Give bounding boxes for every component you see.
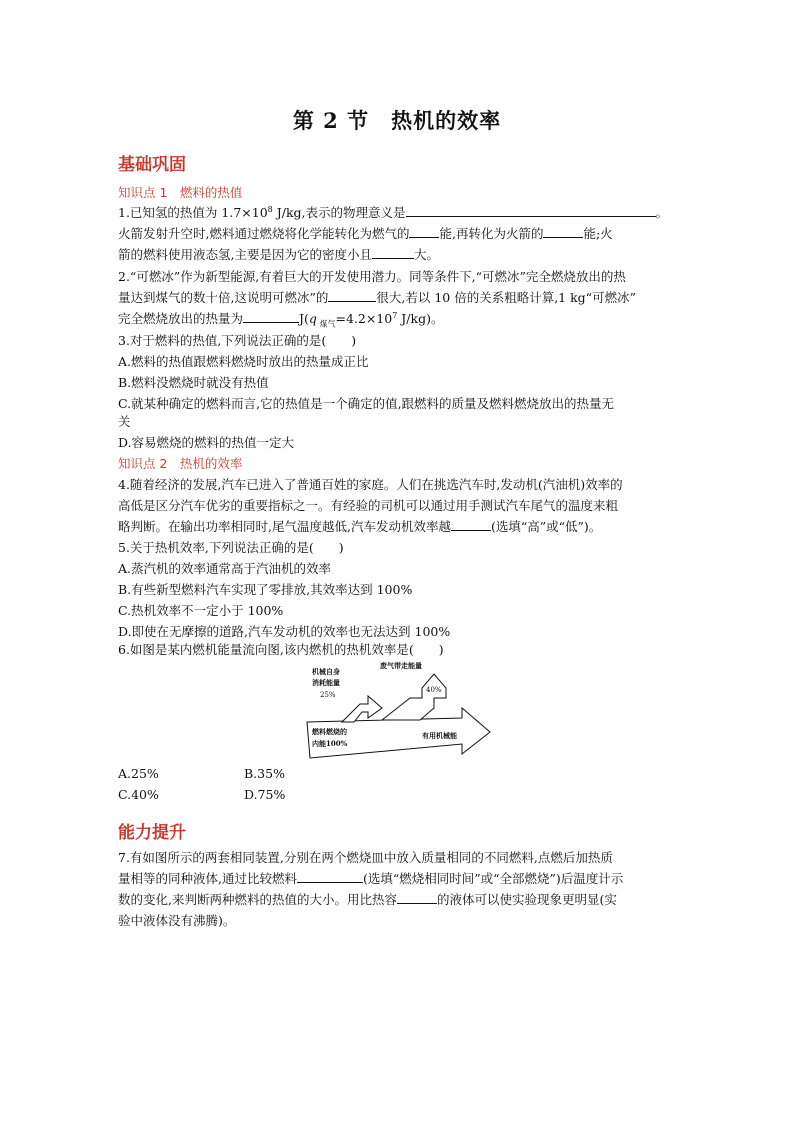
answer-blank[interactable] <box>406 204 656 217</box>
q6-option-a: A.25% <box>118 766 159 781</box>
answer-blank[interactable] <box>397 891 437 904</box>
q1-text: 。 <box>655 205 669 220</box>
mech-label-line-1: 机械自身 <box>312 667 340 676</box>
energy-flow-diagram <box>302 660 492 760</box>
q1-line-3 <box>118 245 439 263</box>
q2-subscript: 煤气 <box>316 319 336 329</box>
q3-option-c: C.就某种确定的燃料而言,它的热值是一个确定的值,跟燃料的质量及燃料燃烧放出的热量无 <box>118 396 615 411</box>
q3-option-c-cont: 关 <box>118 414 131 429</box>
q7-text: 量相等的同种液体,通过比较燃料 <box>118 871 297 886</box>
q6-stem: 6.如图是某内燃机能量流向图,该内燃机的热机效率是( ) <box>118 642 444 657</box>
q6-option-c: C.40% <box>118 787 159 802</box>
q3-option-d: D.容易燃烧的燃料的热值一定大 <box>118 435 295 450</box>
q1-text: 能;火 <box>583 226 613 241</box>
q2-symbol: q <box>308 311 317 326</box>
q7-text: 数的变化,来判断两种燃料的热值的大小。用比热容 <box>118 892 397 907</box>
q2-exponent: 7 <box>392 310 398 320</box>
q1-exponent: 8 <box>267 204 273 214</box>
q1-text: 箭的燃料使用液态氢,主要是因为它的密度小且 <box>118 247 372 262</box>
fuel-label-line-1: 燃料燃烧的 <box>312 727 347 736</box>
q1-text: 火箭发射升空时,燃料通过燃烧将化学能转化为燃气的 <box>118 226 410 241</box>
q2-text: J/kg)。 <box>397 311 444 326</box>
q5-stem: 5.关于热机效率,下列说法正确的是( ) <box>118 540 344 555</box>
q1-line-1 <box>118 203 668 221</box>
q4-text: (选填“高”或“低”)。 <box>490 519 602 534</box>
q1-text: 大。 <box>413 247 439 262</box>
q2-text: 很大,若以 10 倍的关系粗略计算,1 kg“可燃冰” <box>376 290 636 305</box>
q2-text: =4.2×10 <box>335 311 393 326</box>
q4-line-1: 4.随着经济的发展,汽车已进入了普通百姓的家庭。人们在挑选汽车时,发动机(汽油机)效率的 <box>118 477 623 492</box>
q3-option-b: B.燃料没燃烧时就没有热值 <box>118 375 269 390</box>
q1-text: 能,再转化为火箭的 <box>439 226 544 241</box>
exhaust-label: 废气带走能量 <box>380 661 422 670</box>
answer-blank[interactable] <box>372 246 414 259</box>
q4-line-2: 高低是区分汽车优劣的重要指标之一。有经验的司机可以通过用手测试汽车尾气的温度来粗 <box>118 498 619 513</box>
mech-label-line-2: 消耗能量 <box>312 678 340 687</box>
q6-option-d: D.75% <box>244 787 286 802</box>
q4-text: 略判断。在输出功率相同时,尾气温度越低,汽车发动机效率越 <box>118 519 451 534</box>
useful-label: 有用机械能 <box>422 731 457 740</box>
knowledge-point-1: 知识点 1 燃料的热值 <box>118 185 243 200</box>
q2-line-2 <box>118 288 636 306</box>
q1-line-2 <box>118 224 613 242</box>
page-title: 第 2 节 热机的效率 <box>292 108 502 133</box>
q7-line-1: 7.有如图所示的两套相同装置,分别在两个燃烧皿中放入质量相同的不同燃料,点燃后加热质 <box>118 850 613 865</box>
answer-blank[interactable] <box>451 518 491 531</box>
exhaust-arrow <box>382 674 446 720</box>
q2-line-3 <box>118 309 443 330</box>
answer-blank[interactable] <box>409 225 439 238</box>
q3-option-a: A.燃料的热值跟燃料燃烧时放出的热量成正比 <box>118 354 369 369</box>
q3-stem: 3.对于燃料的热值,下列说法正确的是( ) <box>118 333 357 348</box>
q2-text: 量达到煤气的数十倍,这说明可燃冰”的 <box>118 290 329 305</box>
fuel-label-line-2: 内能100% <box>312 739 348 748</box>
q5-option-c: C.热机效率不一定小于 100% <box>118 603 284 618</box>
exhaust-percent: 40% <box>426 686 442 694</box>
answer-blank[interactable] <box>243 310 299 323</box>
q4-line-3 <box>118 517 601 535</box>
q1-text: J/kg,表示的物理意义是 <box>272 205 406 220</box>
section-basic: 基础巩固 <box>118 155 186 175</box>
answer-blank[interactable] <box>328 289 376 302</box>
q7-line-4: 验中液体没有沸腾)。 <box>118 913 236 928</box>
q1-text: 1.已知氢的热值为 1.7×10 <box>118 205 268 220</box>
q5-option-b: B.有些新型燃料汽车实现了零排放,其效率达到 100% <box>118 582 413 597</box>
q5-option-d: D.即使在无摩擦的道路,汽车发动机的效率也无法达到 100% <box>118 624 451 639</box>
answer-blank[interactable] <box>297 870 363 883</box>
q7-text: 的液体可以使实验现象更明显(实 <box>436 892 617 907</box>
answer-blank[interactable] <box>543 225 583 238</box>
q2-text: J( <box>299 311 309 326</box>
knowledge-point-2: 知识点 2 热机的效率 <box>118 456 243 471</box>
q5-option-a: A.蒸汽机的效率通常高于汽油机的效率 <box>118 561 332 576</box>
q7-line-2 <box>118 869 623 887</box>
q7-line-3 <box>118 890 617 908</box>
mech-percent: 25% <box>320 691 336 699</box>
mech-loss-arrow <box>342 696 382 722</box>
q6-option-b: B.35% <box>244 766 285 781</box>
q2-line-1: 2.“可燃冰”作为新型能源,有着巨大的开发使用潜力。同等条件下,“可燃冰”完全燃烧放出的热 <box>118 269 626 284</box>
q2-text: 完全燃烧放出的热量为 <box>118 311 244 326</box>
section-advanced: 能力提升 <box>118 823 186 843</box>
q7-text: (选填“燃烧相同时间”或“全部燃烧”)后温度计示 <box>362 871 624 886</box>
